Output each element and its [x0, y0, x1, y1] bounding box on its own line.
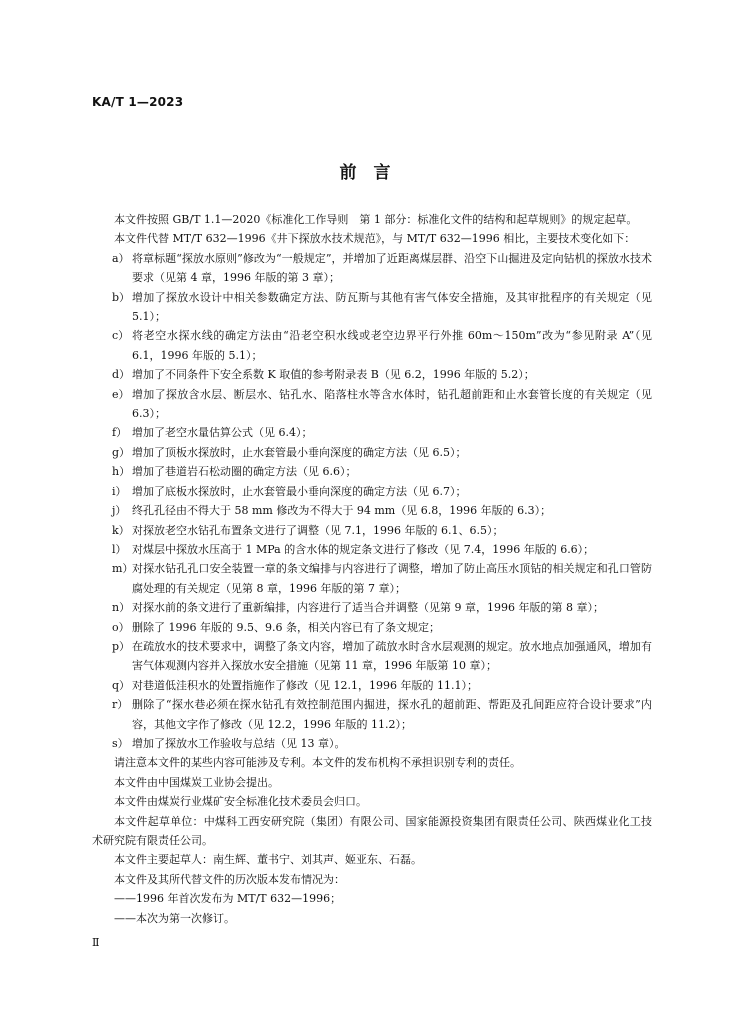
list-item-text: 增加了老空水量估算公式（见 6.4）；	[132, 426, 313, 440]
closing-paragraph-committee: 本文件由煤炭行业煤矿安全标准化技术委员会归口。	[114, 795, 367, 809]
list-item	[92, 288, 652, 327]
list-item-label: o）	[112, 620, 130, 634]
list-item-text: 对巷道低洼积水的处置指施作了修改（见 12.1，1996 年版的 11.1）；	[132, 678, 478, 692]
list-item-label: a）	[112, 251, 130, 265]
history-item: ——本次为第一次修订。	[114, 911, 235, 925]
list-item-label: s）	[112, 736, 129, 750]
list-item-label: l）	[112, 542, 127, 556]
list-item	[92, 462, 652, 481]
list-item-text: 对探放老空水钻孔布置条文进行了调整（见 7.1，1996 年版的 6.1、6.5）；	[132, 523, 504, 537]
list-item	[92, 443, 652, 462]
list-item	[92, 365, 652, 384]
list-item-label: d）	[112, 368, 131, 382]
list-item	[92, 423, 652, 442]
closing-paragraph-patent: 请注意本文件的某些内容可能涉及专利。本文件的发布机构不承担识别专利的责任。	[114, 756, 521, 770]
list-item-label: q）	[112, 678, 131, 692]
intro-paragraph-1: 本文件按照 GB/T 1.1—2020《标准化工作导则 第 1 部分：标准化文件的结构和起草规则》的规定起草。	[114, 213, 638, 226]
list-item	[92, 385, 652, 424]
list-item	[92, 540, 652, 559]
list-item-label: m）	[112, 562, 134, 576]
change-list	[92, 249, 652, 754]
list-item-label: i）	[112, 484, 127, 498]
list-item-label: c）	[112, 329, 130, 343]
page-number: Ⅱ	[92, 936, 100, 949]
list-item-text: 增加了探放水工作验收与总结（见 13 章）。	[132, 736, 346, 750]
list-item-label: p）	[112, 639, 131, 653]
list-item	[92, 326, 652, 365]
list-item-label: n）	[112, 601, 131, 615]
list-item-text: 增加了巷道岩石松动圈的确定方法（见 6.6）；	[132, 465, 357, 479]
list-item-text: 对煤层中探放水压高于 1 MPa 的含水体的规定条文进行了修改（见 7.4，1996 年版的 6.6）；	[132, 542, 595, 556]
list-item-text: 删除了“探水巷必须在探水钻孔有效控制范围内掘进，探水孔的超前距、帮距及孔间距应符合设计要求”内容，其他文字作了修改（见 12.2，1996 年版的 11.2）；	[132, 698, 652, 731]
list-item-text: 增加了探放水设计中相关参数确定方法、防瓦斯与其他有害气体安全措施，及其审批程序的有关规定（见 5.1）；	[132, 290, 652, 324]
list-item	[92, 734, 652, 753]
list-item-text: 增加了顶板水探放时，止水套管最小垂向深度的确定方法（见 6.5）；	[132, 445, 467, 459]
list-item-text: 将章标题“探放水原则”修改为“一般规定”，并增加了近距离煤层群、沿空下山掘进及定向钻机的探放水技术要求（见第 4 章，1996 年版的第 3 章）；	[132, 251, 652, 285]
list-item-label: g）	[112, 445, 131, 459]
list-item-label: f）	[112, 426, 128, 440]
list-item-text: 增加了探放含水层、断层水、钻孔水、陷落柱水等含水体时，钻孔超前距和止水套管长度的有关规定（见 6.3）；	[132, 387, 652, 421]
closing-paragraph-drafters: 本文件主要起草人：南生辉、董书宁、刘其声、姬亚东、石磊。	[114, 853, 422, 867]
list-item-text: 将老空水探水线的确定方法由“沿老空积水线或老空边界平行外推 60m～150m”改为“参见附录 A”（见 6.1，1996 年版的 5.1）；	[132, 329, 652, 362]
list-item	[92, 559, 652, 598]
list-item-text: 对探水前的条文进行了重新编排，内容进行了适当合并调整（见第 9 章，1996 年版的第 8 章）；	[132, 601, 604, 615]
list-item	[92, 637, 652, 676]
list-item	[92, 676, 652, 695]
list-item-text: 增加了底板水探放时，止水套管最小垂向深度的确定方法（见 6.7）；	[132, 484, 467, 498]
list-item	[92, 249, 652, 288]
list-item-label: r）	[112, 698, 129, 712]
list-item	[92, 482, 652, 501]
list-item-text: 对探水钻孔孔口安全装置一章的条文编排与内容进行了调整，增加了防止高压水顶钻的相关规定和孔口管防腐处理的有关规定（见第 8 章，1996 年版的第 7 章）；	[132, 562, 652, 595]
list-item	[92, 618, 652, 637]
list-item	[92, 695, 652, 734]
list-item	[92, 501, 652, 520]
intro-paragraph-2: 本文件代替 MT/T 632—1996《井下探放水技术规范》，与 MT/T 632—1996 相比，主要技术变化如下：	[114, 232, 636, 246]
document-body	[92, 210, 652, 928]
closing-paragraph-drafters-org: 本文件起草单位：中煤科工西安研究院（集团）有限公司、国家能源投资集团有限责任公司、陕西煤业化工技术研究院有限责任公司。	[92, 814, 652, 847]
list-item	[92, 521, 652, 540]
history-item: ——1996 年首次发布为 MT/T 632—1996；	[114, 892, 342, 906]
list-item-text: 删除了 1996 年版的 9.5、9.6 条，相关内容已有了条文规定；	[132, 620, 440, 634]
list-item-label: h）	[112, 465, 131, 479]
list-item	[92, 598, 652, 617]
list-item-label: k）	[112, 523, 130, 537]
standard-code: KA/T 1—2023	[92, 95, 184, 109]
page-title: 前 言	[339, 163, 391, 183]
list-item-text: 增加了不同条件下安全系数 K 取值的参考附录表 B（见 6.2，1996 年版的 5.2）；	[132, 368, 535, 382]
list-item-label: b）	[112, 290, 131, 304]
closing-paragraph-history: 本文件及其所代替文件的历次版本发布情况为：	[114, 872, 345, 886]
list-item-text: 在疏放水的技术要求中，调整了条文内容，增加了疏放水时含水层观测的规定。放水地点加强通风，增加有害气体观测内容并入探放水安全措施（见第 11 章，1996 年版第 10 章）；	[132, 639, 652, 673]
closing-paragraph-proposer: 本文件由中国煤炭工业协会提出。	[114, 775, 279, 789]
list-item-label: e）	[112, 387, 130, 401]
list-item-text: 终孔孔径由不得大于 58 mm 修改为不得大于 94 mm（见 6.8，1996 年版的 6.3）；	[132, 504, 552, 518]
list-item-label: j）	[112, 504, 127, 518]
